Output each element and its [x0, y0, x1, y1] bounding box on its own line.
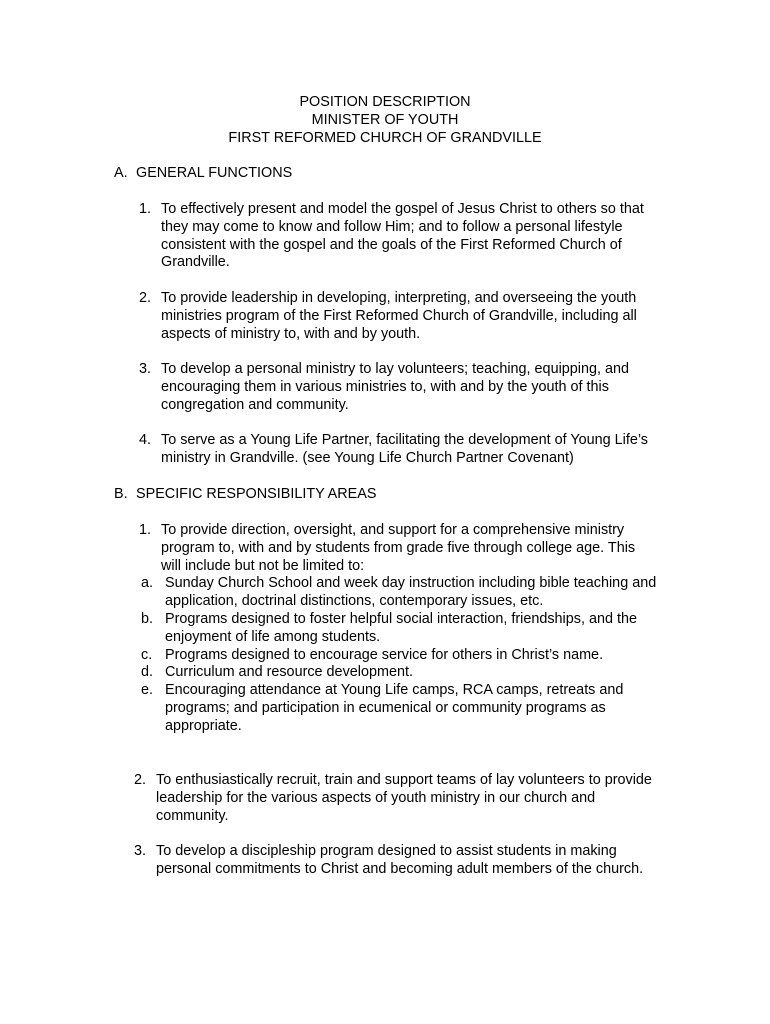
item-number: 2.: [139, 290, 152, 306]
section-a-item-2: [139, 290, 649, 343]
sub-letter: a.: [141, 575, 154, 592]
item-number: 4.: [139, 432, 152, 448]
item-text: To provide leadership in developing, interpreting, and overseeing the youth ministries program of the First Reformed Church of Grandville, including all aspects of ministry to, with and by youth.: [161, 290, 637, 342]
item-number: 3.: [134, 843, 147, 859]
section-a-item-4: [139, 432, 654, 468]
title-line-1: POSITION DESCRIPTION: [299, 94, 471, 110]
sub-text: Programs designed to foster helpful social interaction, friendships, and the enjoyment of life among students.: [165, 610, 637, 645]
section-b-title: SPECIFIC RESPONSIBILITY AREAS: [136, 486, 377, 502]
sub-text: Encouraging attendance at Young Life camps, RCA camps, retreats and programs; and participation in ecumenical or community programs as appropriate.: [165, 682, 624, 734]
sub-text: Curriculum and resource development.: [165, 664, 413, 681]
sub-letter: b.: [141, 610, 154, 627]
sub-letter: d.: [141, 664, 154, 681]
sub-letter: e.: [141, 682, 154, 699]
section-a-letter: A.: [114, 165, 128, 181]
sub-item-b: [141, 611, 669, 647]
sub-letter: c.: [141, 646, 153, 663]
item-number: 1.: [139, 522, 152, 538]
item-number: 1.: [139, 201, 152, 217]
sub-item-e: [141, 682, 669, 735]
sub-item-d: [141, 664, 669, 682]
sub-text: Sunday Church School and week day instruction including bible teaching and application, doctrinal distinctions, contemporary issues, etc.: [165, 575, 657, 610]
title-line-3: FIRST REFORMED CHURCH OF GRANDVILLE: [228, 129, 542, 146]
item-text: To enthusiastically recruit, train and support teams of lay volunteers to provide leadership for the various aspects of youth ministry in our church and community.: [156, 772, 652, 824]
section-a-title: GENERAL FUNCTIONS: [136, 165, 293, 181]
sub-item-c: [141, 647, 669, 665]
section-b-letter: B.: [114, 486, 128, 502]
section-b-item-3: [134, 843, 649, 879]
section-b-item-2: [134, 772, 654, 825]
item-text: To develop a personal ministry to lay volunteers; teaching, equipping, and encouraging them in various ministries to, with and by the youth of this congregation and community.: [161, 361, 629, 413]
item-number: 3.: [139, 361, 152, 377]
section-b-heading: [114, 486, 376, 504]
section-a-heading: [114, 165, 292, 183]
section-b-item-1: [139, 522, 669, 736]
item-number: 2.: [134, 772, 147, 788]
document-title: [0, 94, 770, 147]
sub-item-a: [141, 575, 669, 611]
sub-list: [141, 575, 669, 735]
section-a-item-3: [139, 361, 664, 414]
item-text: To effectively present and model the gospel of Jesus Christ to others so that they may come to know and follow Him; and to follow a personal lifestyle consistent with the gospel and the goals of the First Reformed Church of Grandville.: [161, 201, 644, 271]
item-text: To serve as a Young Life Partner, facilitating the development of Young Life’s ministry in Grandville. (see Young Life Church Partner Covenant): [161, 432, 648, 466]
section-a-item-1: [139, 201, 649, 272]
sub-text: Programs designed to encourage service for others in Christ’s name.: [165, 646, 604, 663]
title-line-2: MINISTER OF YOUTH: [311, 111, 459, 128]
item-text: To provide direction, oversight, and support for a comprehensive ministry program to, with and by students from grade five through college age. This will include but not be limited to:: [161, 522, 636, 574]
item-text: To develop a discipleship program designed to assist students in making personal commitments to Christ and becoming adult members of the church.: [156, 843, 644, 877]
